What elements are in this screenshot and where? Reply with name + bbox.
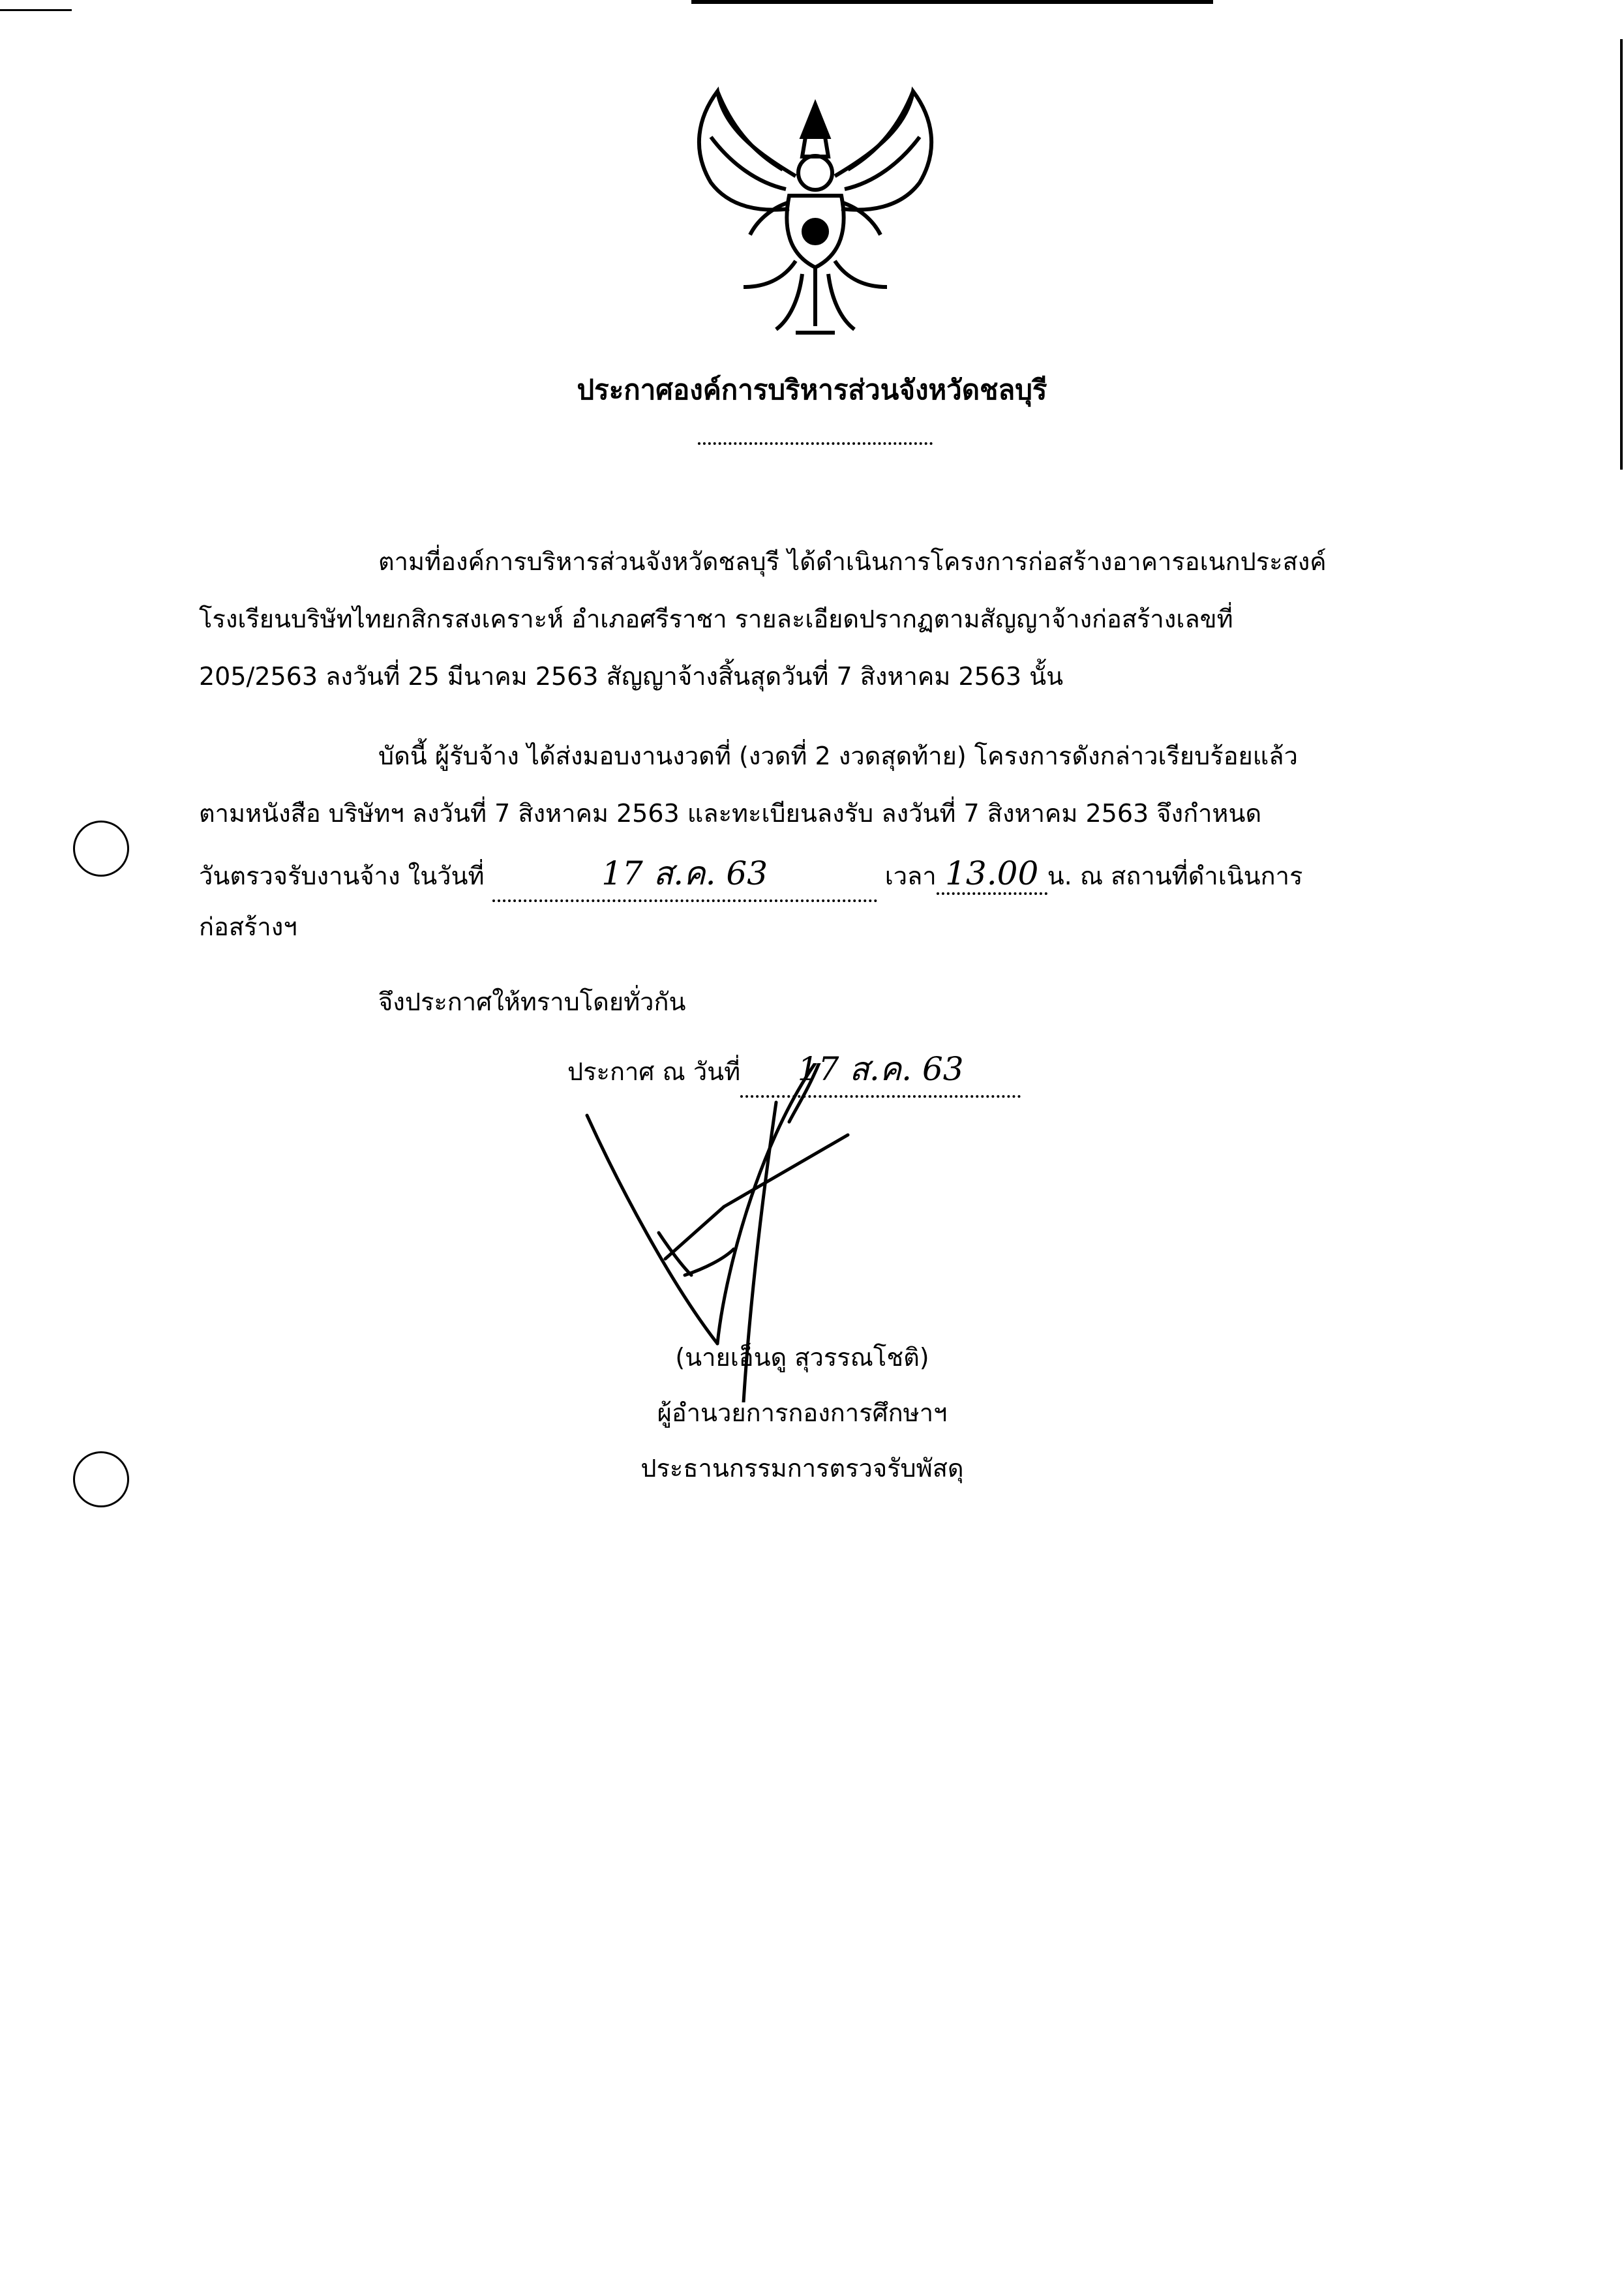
paragraph1-line1: ตามที่องค์การบริหารส่วนจังหวัดชลบุรี ได้ดำเนินการโครงการก่อสร้างอาคารอเนกประสงค์ — [378, 547, 1327, 576]
signatory-role: ประธานกรรมการตรวจรับพัสดุ — [640, 1454, 964, 1483]
garuda-emblem-icon — [672, 78, 959, 339]
punch-hole-bottom — [73, 1451, 129, 1507]
paragraph2-line2: ตามหนังสือ บริษัทฯ ลงวันที่ 7 สิงหาคม 2563 และทะเบียนลงรับ ลงวันที่ 7 สิงหาคม 2563 จึงกำหนด — [199, 799, 1262, 828]
paragraph2-line1: บัดนี้ ผู้รับจ้าง ได้ส่งมอบงานงวดที่ (งวดที่ 2 งวดสุดท้าย) โครงการดังกล่าวเรียบร้อยแล้ว — [378, 742, 1298, 770]
inspection-location-label: น. ณ สถานที่ดำเนินการ — [1047, 862, 1303, 890]
paragraph2-line3 — [199, 848, 1302, 902]
inspection-date-label: วันตรวจรับงานจ้าง ในวันที่ — [199, 862, 485, 890]
punch-hole-top — [73, 821, 129, 877]
inspection-time-handwritten: 13.00 — [937, 854, 1047, 895]
announcement-date-label: ประกาศ ณ วันที่ — [567, 1057, 741, 1086]
closing-statement: จึงประกาศให้ทราบโดยทั่วกัน — [378, 988, 686, 1016]
inspection-time-label: เวลา — [884, 862, 937, 890]
document-title: ประกาศองค์การบริหารส่วนจังหวัดชลบุรี — [577, 374, 1047, 406]
inspection-date-handwritten: 17 ส.ค. 63 — [492, 848, 877, 902]
signatory-name: (นายเอ็นดู สุวรรณโชติ) — [675, 1343, 929, 1372]
title-divider — [698, 442, 933, 445]
paragraph1-line2: โรงเรียนบริษัทไทยกสิกรสงเคราะห์ อำเภอศรีราชา รายละเอียดปรากฏตามสัญญาจ้างก่อสร้างเลขที่ — [199, 605, 1233, 633]
scan-edge-top — [691, 0, 1213, 4]
paragraph1-line3: 205/2563 ลงวันที่ 25 มีนาคม 2563 สัญญาจ้างสิ้นสุดวันที่ 7 สิงหาคม 2563 นั้น — [199, 662, 1064, 691]
signatory-position: ผู้อำนวยการกองการศึกษาฯ — [657, 1398, 948, 1427]
announcement-date-handwritten: 17 ส.ค. 63 — [740, 1044, 1021, 1098]
paragraph2-line4: ก่อสร้างฯ — [199, 913, 297, 941]
scan-edge-left — [0, 9, 72, 11]
